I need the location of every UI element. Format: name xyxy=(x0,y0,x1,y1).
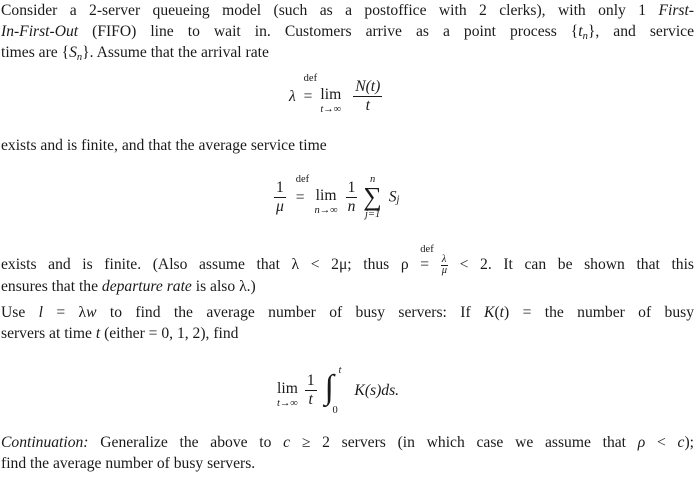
integral-symbol: ∫ xyxy=(324,369,334,406)
text-run: }, and service xyxy=(587,23,694,40)
math-var: S xyxy=(388,188,397,206)
lambda-symbol: λ xyxy=(289,88,296,105)
def-label: def xyxy=(295,173,310,185)
math-subscript: n xyxy=(76,52,83,63)
text-run: Use xyxy=(1,304,39,321)
text-run: < 2. It can be shown that this xyxy=(448,256,694,273)
def-equals xyxy=(295,173,310,208)
service-time-paragraph xyxy=(1,135,694,156)
fraction xyxy=(305,372,317,409)
lim-word: lim xyxy=(277,379,298,397)
text-run: = λ xyxy=(42,304,87,321)
fraction-numerator: 1 xyxy=(274,179,286,198)
integral xyxy=(321,365,345,416)
text-run: exists and is finite. (Also assume that λ < 2μ; thus ρ xyxy=(1,256,421,273)
fraction-denominator: μ xyxy=(441,264,447,276)
fraction-numerator: N(t) xyxy=(355,78,381,95)
math-var: S xyxy=(69,44,77,61)
fraction-denominator: n xyxy=(347,197,356,215)
math-subscript: j xyxy=(396,194,400,206)
text-run-italic: First- xyxy=(658,2,694,19)
fraction xyxy=(274,179,286,216)
continuation-line-1 xyxy=(1,432,694,453)
text-run: ( xyxy=(494,304,500,321)
text-run: ); xyxy=(684,434,694,451)
busy-line-1 xyxy=(1,302,694,323)
continuation-paragraph xyxy=(1,432,694,474)
fraction xyxy=(346,179,358,216)
text-run: }. Assume that the arrival rate xyxy=(82,44,269,61)
sigma-symbol: ∑ xyxy=(363,182,382,211)
continuation-line-2: find the average number of busy servers. xyxy=(1,455,256,472)
text-run: ≥ 2 servers (in which case we assume that xyxy=(290,434,638,451)
math-var: w xyxy=(86,304,97,321)
integral-lower-limit: 0 xyxy=(332,405,338,416)
lim-word: lim xyxy=(320,86,342,103)
equals-sign: = xyxy=(420,256,430,273)
equals-sign: = xyxy=(295,188,305,206)
text-run-italic: In-First-Out xyxy=(1,23,79,40)
stability-line-1 xyxy=(1,244,694,276)
math-var: t xyxy=(499,304,504,321)
text-run: ensures that the xyxy=(1,277,102,295)
text-run: < xyxy=(645,434,678,451)
math-var: K xyxy=(484,304,495,321)
integrand: K(s)ds. xyxy=(354,381,400,399)
lim-subscript: t→∞ xyxy=(320,104,342,115)
intro-paragraph xyxy=(1,0,694,63)
limit-operator xyxy=(320,86,341,115)
fraction-numerator: 1 xyxy=(306,371,315,389)
text-run: to find the average number of busy servers: If xyxy=(96,304,485,321)
busy-servers-paragraph xyxy=(1,302,694,344)
def-label: def xyxy=(303,73,318,84)
def-equals xyxy=(303,73,318,107)
text-run-italic: Continuation: xyxy=(1,434,89,451)
math-var: c xyxy=(677,434,685,451)
text-run: Generalize the above to xyxy=(88,434,284,451)
text-run: (FIFO) line to wait in. Customers arrive as a point process { xyxy=(78,23,579,40)
lim-subscript: n→∞ xyxy=(314,204,338,216)
text-run: servers at time xyxy=(1,325,96,342)
equals-sign: = xyxy=(303,88,313,105)
lim-word: lim xyxy=(315,186,337,204)
integral-upper-limit: t xyxy=(338,365,342,376)
intro-line-3 xyxy=(1,42,694,63)
service-line-1: exists and is finite, and that the average service time xyxy=(1,137,327,154)
fraction xyxy=(353,78,382,115)
stability-paragraph xyxy=(1,244,694,297)
text-run: ) = the number of busy xyxy=(504,304,695,321)
intro-line-2 xyxy=(1,21,694,42)
text-run: times are { xyxy=(1,44,70,61)
fraction-denominator: t xyxy=(308,390,313,408)
def-equals xyxy=(420,244,434,275)
busy-line-2 xyxy=(1,323,694,344)
sum-lower-limit: j=1 xyxy=(364,209,381,220)
math-var: ρ xyxy=(637,434,646,451)
math-var: t xyxy=(95,325,101,342)
fraction-denominator: μ xyxy=(276,197,284,215)
sum-upper-limit: n xyxy=(369,174,376,185)
fraction-denominator: t xyxy=(365,97,370,114)
text-run-italic: departure rate xyxy=(101,277,192,295)
math-var: t xyxy=(578,23,583,40)
text-run: is also λ.) xyxy=(191,277,256,295)
inline-fraction xyxy=(441,255,448,276)
fraction-numerator: λ xyxy=(441,253,447,265)
intro-line-1 xyxy=(1,0,694,21)
lim-subscript: t→∞ xyxy=(277,397,298,409)
limit-operator xyxy=(314,187,337,216)
text-run: (either = 0, 1, 2), find xyxy=(100,325,239,342)
def-label: def xyxy=(420,244,434,255)
stability-line-2 xyxy=(1,276,694,297)
limit-operator xyxy=(277,380,298,409)
fraction-numerator: 1 xyxy=(347,178,356,196)
text-run: Consider a 2-server queueing model (such as a postoffice with 2 clerks), with only 1 xyxy=(1,2,659,19)
math-var: l xyxy=(38,304,43,321)
summation xyxy=(363,174,382,220)
math-var: c xyxy=(283,434,291,451)
math-subscript: n xyxy=(582,31,588,42)
